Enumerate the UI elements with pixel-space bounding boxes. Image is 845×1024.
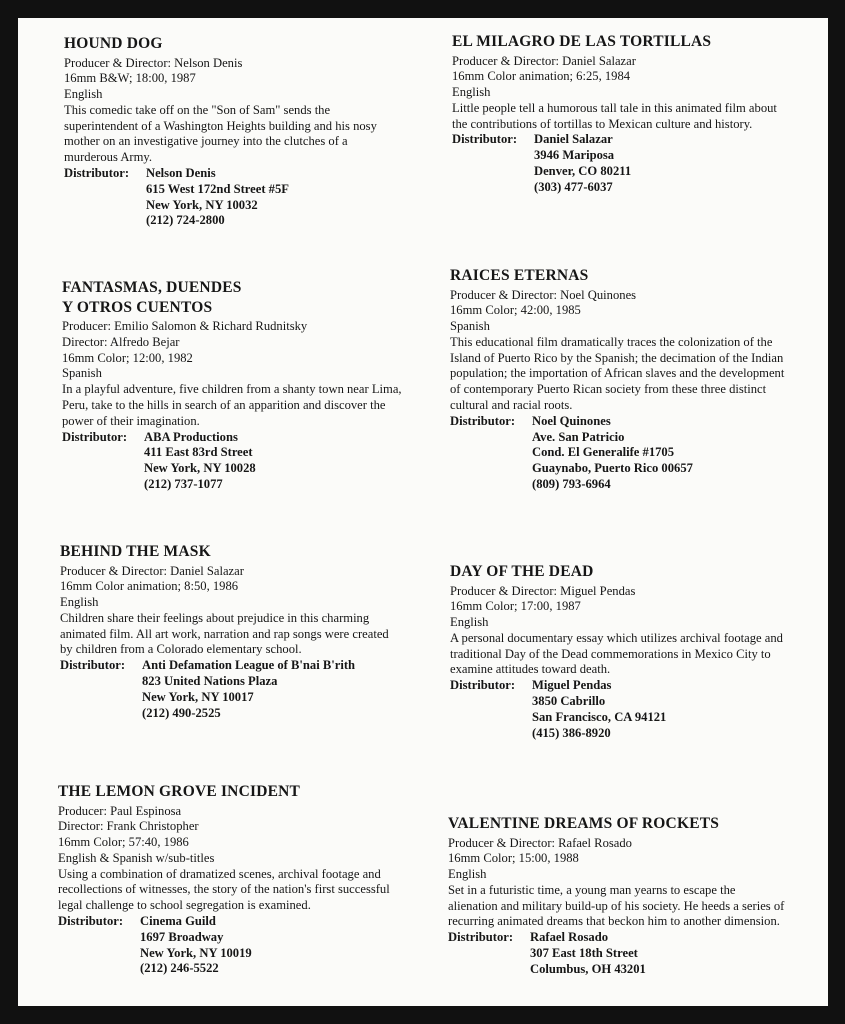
distributor-name: Anti Defamation League of B'nai B'rith [142, 658, 356, 673]
film-title [448, 814, 788, 834]
distributor-city: Denver, CO 80211 [534, 164, 632, 179]
distributor-street: 307 East 18th Street [530, 946, 638, 961]
format-credit: 16mm Color animation; 8:50, 1986 [60, 579, 239, 594]
film-title-line: THE LEMON GROVE INCIDENT [58, 783, 301, 800]
format-credit: 16mm Color; 15:00, 1988 [448, 851, 579, 866]
producer-credit: Producer & Director: Miguel Pendas [450, 583, 636, 598]
distributor-block [62, 430, 402, 493]
director-credit: Director: Alfredo Bejar [62, 334, 180, 349]
film-title [450, 266, 790, 286]
distributor-name: Miguel Pendas [532, 678, 612, 693]
distributor-address [146, 166, 289, 229]
distributor-label: Distributor: [450, 678, 516, 693]
format-credit: 16mm Color; 12:00, 1982 [62, 350, 193, 365]
distributor-phone: (212) 737-1077 [144, 476, 223, 491]
film-title-line: DAY OF THE DEAD [450, 563, 594, 580]
film-description: This comedic take off on the "Son of Sam" sends the superintendent of a Washington Heights building and his nosy mother on an investigative journey into the clutches of a murderous Army. [64, 102, 377, 165]
format-credit: 16mm Color; 57:40, 1986 [58, 835, 189, 850]
film-title-line: RAICES ETERNAS [450, 267, 589, 284]
film-description: This educational film dramatically traces the colonization of the Island of Puerto Rico by the Spanish; the decimation of the Indian population; the importation of African slaves and the development of contemporary Puerto Rican society from these three distinct cultural and racial roots. [450, 334, 785, 413]
distributor-phone: (212) 724-2800 [146, 213, 225, 228]
format-credit: 16mm B&W; 18:00, 1987 [64, 71, 196, 86]
distributor-address [140, 914, 252, 977]
distributor-street: 3850 Cabrillo [532, 694, 606, 709]
producer-credit: Producer & Director: Daniel Salazar [60, 563, 244, 578]
film-title-line: EL MILAGRO DE LAS TORTILLAS [452, 33, 712, 50]
film-entry-day-of-the-dead [450, 562, 790, 741]
language-credit: English [450, 615, 489, 630]
film-entry-behind-the-mask [60, 542, 400, 721]
language-credit: English [64, 87, 103, 102]
distributor-address [144, 430, 256, 493]
language-credit: Spanish [62, 366, 102, 381]
film-entry-hound-dog [64, 34, 404, 229]
film-entry-el-milagro [452, 32, 792, 196]
distributor-street: 615 West 172nd Street #5F [146, 181, 289, 196]
film-description: Using a combination of dramatized scenes, archival footage and recollections of witnesses, the story of the nation's first successful legal challenge to school segregation is examined. [58, 866, 390, 913]
distributor-city: New York, NY 10028 [144, 461, 256, 476]
distributor-block [64, 166, 404, 229]
film-title [62, 278, 402, 317]
format-credit: 16mm Color; 17:00, 1987 [450, 599, 581, 614]
language-credit: English [448, 867, 487, 882]
film-title-line: VALENTINE DREAMS OF ROCKETS [448, 815, 720, 832]
distributor-block [58, 914, 398, 977]
film-title [60, 542, 400, 562]
producer-credit: Producer & Director: Nelson Denis [64, 55, 243, 70]
distributor-block [452, 132, 792, 195]
language-credit: Spanish [450, 319, 490, 334]
film-description: Children share their feelings about prejudice in this charming animated film. All art work, narration and rap songs were created by children from a Colorado elementary school. [60, 610, 389, 657]
distributor-address [532, 414, 693, 493]
film-title [64, 34, 404, 54]
format-credit: 16mm Color animation; 6:25, 1984 [452, 69, 631, 84]
distributor-city: San Francisco, CA 94121 [532, 709, 667, 724]
film-description: Set in a futuristic time, a young man yearns to escape the alienation and military build-up of his society. He heeds a series of recurring animated dreams that beckon him to another dimension. [448, 882, 785, 929]
distributor-name: Cinema Guild [140, 914, 216, 929]
distributor-phone: (212) 490-2525 [142, 705, 221, 720]
producer-credit: Producer: Paul Espinosa [58, 803, 182, 818]
distributor-street: 823 United Nations Plaza [142, 674, 278, 689]
distributor-name: Rafael Rosado [530, 930, 609, 945]
film-description: In a playful adventure, five children from a shanty town near Lima, Peru, take to the hills in search of an apparition and discover the power of their imagination. [62, 382, 402, 428]
language-credit: English & Spanish w/sub-titles [58, 850, 215, 865]
language-credit: English [452, 85, 491, 100]
catalog-page [18, 18, 828, 1006]
format-credit: 16mm Color; 42:00, 1985 [450, 303, 581, 318]
film-description: Little people tell a humorous tall tale in this animated film about the contributions of tortillas to Mexican culture and history. [452, 100, 777, 131]
distributor-address [534, 132, 631, 195]
distributor-label: Distributor: [64, 166, 130, 181]
film-title [452, 32, 792, 52]
director-credit: Director: Frank Christopher [58, 819, 199, 834]
distributor-label: Distributor: [450, 413, 516, 428]
distributor-label: Distributor: [58, 914, 124, 929]
producer-credit: Producer & Director: Rafael Rosado [448, 835, 632, 850]
distributor-name: Daniel Salazar [534, 132, 613, 147]
distributor-label: Distributor: [62, 429, 128, 444]
distributor-label: Distributor: [60, 658, 126, 673]
distributor-city: Columbus, OH 43201 [530, 961, 646, 976]
distributor-street: Ave. San Patricio [532, 429, 625, 444]
distributor-block [60, 658, 400, 721]
distributor-name: Noel Quinones [532, 413, 611, 428]
distributor-street: 411 East 83rd Street [144, 445, 253, 460]
distributor-block [450, 678, 790, 741]
distributor-address [532, 678, 666, 741]
distributor-street: 1697 Broadway [140, 929, 224, 944]
film-title-line: Y OTROS CUENTOS [62, 298, 213, 316]
film-title-line: BEHIND THE MASK [60, 543, 211, 560]
distributor-address [530, 930, 646, 977]
film-entry-valentine-dreams [448, 814, 788, 978]
distributor-building: Cond. El Generalife #1705 [532, 445, 675, 460]
film-description: A personal documentary essay which utilizes archival footage and traditional Day of the Dead commemorations in Mexico City to examine attitudes toward death. [450, 630, 783, 677]
film-entry-lemon-grove-incident [58, 782, 398, 977]
film-title-line: FANTASMAS, DUENDES [62, 279, 242, 296]
producer-credit: Producer: Emilio Salomon & Richard Rudnitsky [62, 319, 308, 333]
distributor-city: New York, NY 10017 [142, 689, 254, 704]
distributor-street: 3946 Mariposa [534, 148, 615, 163]
distributor-phone: (212) 246-5522 [140, 961, 219, 976]
film-title [58, 782, 398, 802]
distributor-label: Distributor: [452, 132, 518, 147]
distributor-label: Distributor: [448, 930, 514, 945]
film-title [450, 562, 790, 582]
distributor-city: New York, NY 10032 [146, 197, 258, 212]
distributor-phone: (415) 386-8920 [532, 725, 611, 740]
distributor-address [142, 658, 355, 721]
film-title-line: HOUND DOG [64, 35, 163, 52]
film-entry-raices-eternas [450, 266, 790, 493]
distributor-name: ABA Productions [144, 429, 238, 444]
distributor-name: Nelson Denis [146, 166, 216, 181]
distributor-city: Guaynabo, Puerto Rico 00657 [532, 461, 693, 476]
language-credit: English [60, 595, 99, 610]
distributor-block [448, 930, 788, 977]
distributor-phone: (303) 477-6037 [534, 179, 613, 194]
distributor-block [450, 414, 790, 493]
producer-credit: Producer & Director: Noel Quinones [450, 287, 637, 302]
producer-credit: Producer & Director: Daniel Salazar [452, 53, 636, 68]
distributor-phone: (809) 793-6964 [532, 477, 611, 492]
film-entry-fantasmas-duendes [62, 278, 402, 493]
distributor-city: New York, NY 10019 [140, 945, 252, 960]
